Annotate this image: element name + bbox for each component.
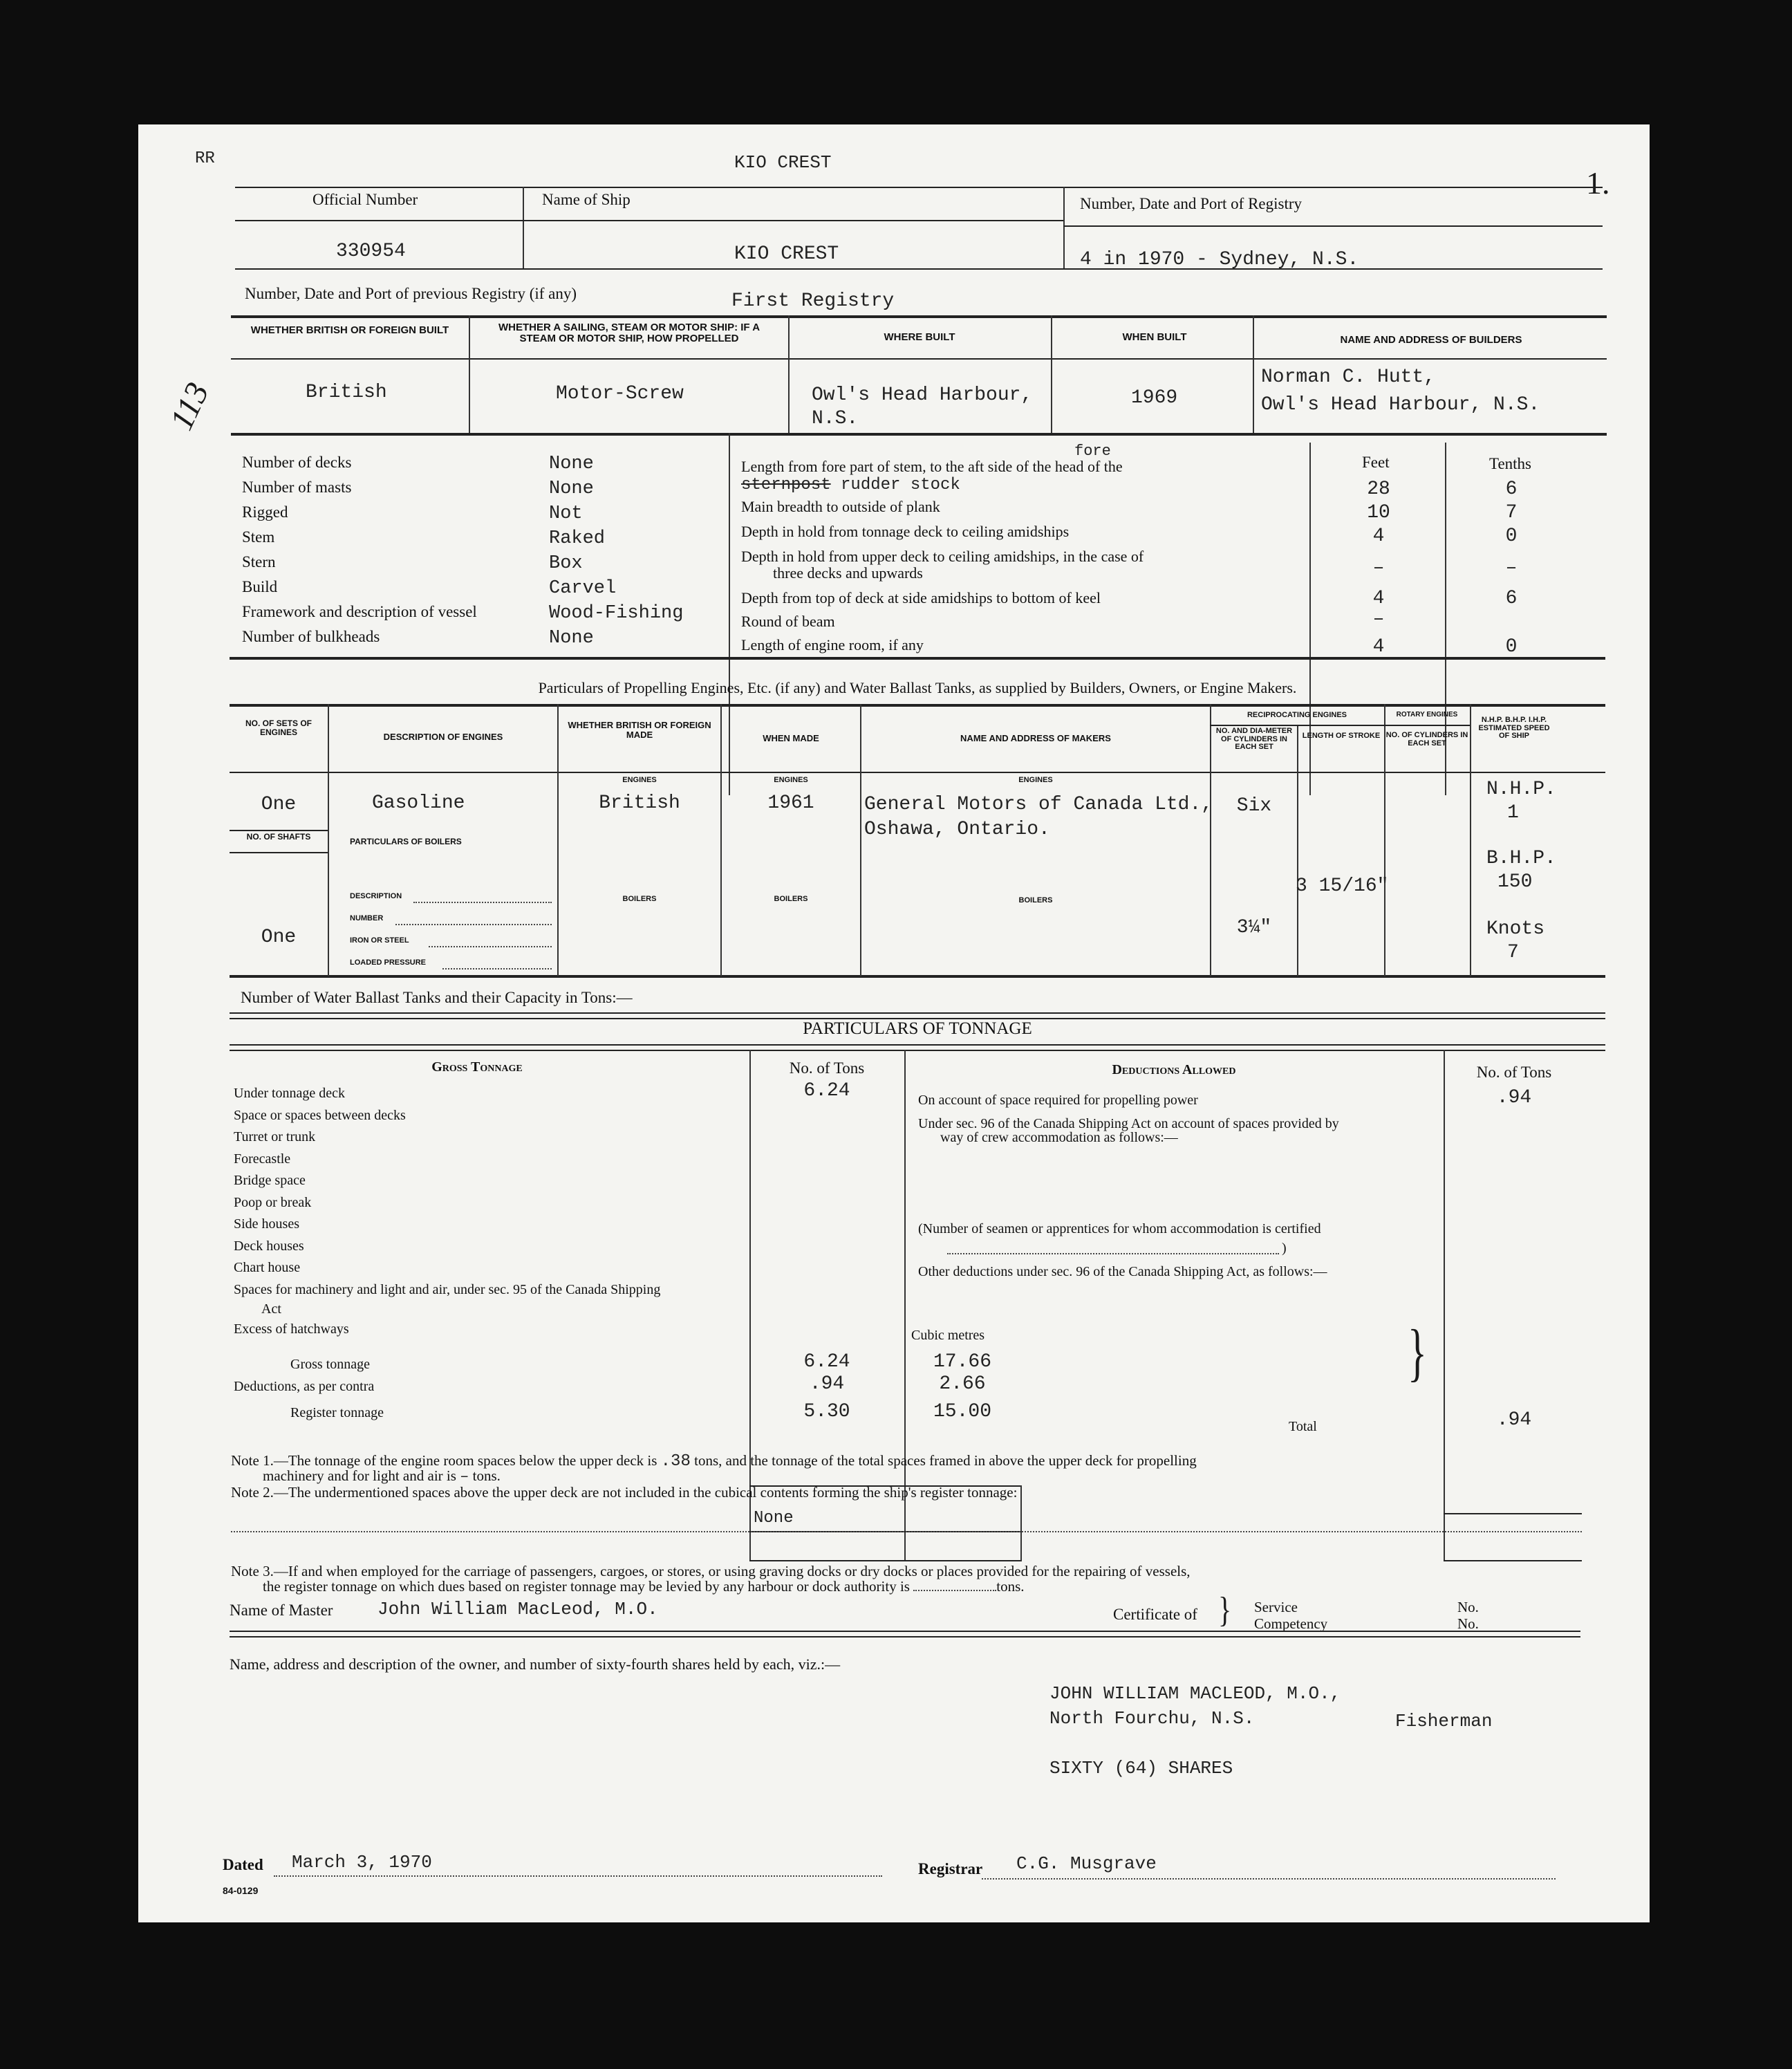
engine-cylinders: Six	[1236, 795, 1272, 817]
header-builders: NAME AND ADDRESS OF BUILDERS	[1340, 334, 1522, 346]
gross-item: Side houses	[234, 1216, 299, 1232]
owner-name: JOHN WILLIAM MACLEOD, M.O.,	[1049, 1683, 1341, 1704]
registrar-value: C.G. Musgrave	[1016, 1853, 1157, 1874]
under-deck-tons: 6.24	[803, 1080, 850, 1102]
particular-label: Framework and description of vessel	[242, 603, 477, 620]
rule	[1020, 1485, 1022, 1561]
header-british-made: WHETHER BRITISH OR FOREIGN MADE	[568, 720, 711, 741]
rule	[523, 187, 524, 270]
tons-header-2: No. of Tons	[1476, 1064, 1552, 1081]
header-when-built: WHEN BUILT	[1122, 331, 1187, 343]
gross-item: Chart house	[234, 1260, 301, 1275]
rule	[1210, 725, 1470, 726]
header-shafts: NO. OF SHAFTS	[246, 832, 311, 842]
previous-registry-label: Number, Date and Port of previous Registry (if any)	[245, 285, 577, 302]
propulsion: Motor-Screw	[556, 383, 684, 405]
deductions-cubic: 2.66	[939, 1373, 986, 1395]
knots-value: 7	[1507, 942, 1519, 963]
registry-port-label: Number, Date and Port of Registry	[1080, 195, 1303, 212]
ded-propelling-value: .94	[1496, 1087, 1532, 1108]
engine-diameter: 3¼"	[1236, 917, 1272, 938]
rule	[982, 1878, 1556, 1880]
engine-maker-2: Oshawa, Ontario.	[864, 819, 1050, 840]
engine-room-label: Length of engine room, if any	[741, 636, 924, 653]
rule	[1063, 187, 1065, 270]
tons-header: No. of Tons	[789, 1059, 865, 1077]
rudder-stock: rudder stock	[841, 476, 960, 494]
note1-c	[263, 1467, 501, 1485]
feet-value: –	[1372, 609, 1385, 630]
feet-value: –	[1372, 557, 1385, 579]
length-fore-correction: fore	[1074, 443, 1111, 460]
round-beam-label: Round of beam	[741, 613, 835, 630]
rule	[442, 968, 552, 969]
boiler-description: DESCRIPTION	[350, 892, 402, 900]
particular-label: Stern	[242, 553, 276, 570]
note3-a: Note 3.—If and when employed for the carriage of passengers, cargoes, or stores, or using graving docks or dry docks or places provided for the repairing of vessels,	[231, 1563, 1191, 1579]
header-desc: DESCRIPTION OF ENGINES	[383, 732, 503, 742]
engine-british: British	[599, 792, 680, 814]
rule	[231, 358, 1607, 360]
nhp-value: 1	[1507, 802, 1519, 824]
rule	[395, 924, 552, 925]
sub-boilers: BOILERS	[1018, 896, 1053, 904]
feet-value: 4	[1372, 588, 1385, 609]
rule	[1444, 1560, 1582, 1561]
particular-value: None	[549, 479, 594, 499]
tenths-value: 6	[1505, 588, 1518, 609]
where-built-2: N.S.	[812, 408, 859, 429]
sub-engines: ENGINES	[774, 776, 808, 784]
header-when-made: WHEN MADE	[763, 733, 819, 743]
owner-occupation: Fisherman	[1395, 1711, 1493, 1732]
rule	[720, 704, 722, 976]
ded-propelling-label: On account of space required for propelling power	[918, 1093, 1198, 1108]
header-makers: NAME AND ADDRESS OF MAKERS	[960, 733, 1111, 743]
tenths-value: 0	[1505, 636, 1518, 658]
master-label: Name of Master	[230, 1602, 333, 1619]
tonnage-title: PARTICULARS OF TONNAGE	[803, 1019, 1032, 1038]
rule	[947, 1253, 1279, 1254]
engine-desc: Gasoline	[372, 792, 465, 814]
rr-mark: RR	[195, 149, 215, 168]
header-sets: NO. OF SETS OF ENGINES	[245, 718, 312, 737]
rule	[749, 1560, 1020, 1561]
register-label: Register tonnage	[290, 1405, 384, 1420]
length-label-1: Length from fore part of stem, to the aft side of the head of the	[741, 458, 1123, 475]
bhp-value: 150	[1497, 871, 1533, 893]
rule	[230, 1044, 1605, 1046]
particular-value: Carvel	[549, 578, 617, 599]
gross-item: Excess of hatchways	[234, 1321, 349, 1337]
particulars-list	[242, 454, 719, 653]
rule	[413, 902, 552, 903]
struck-sternpost: sternpost	[741, 476, 831, 494]
rule	[860, 704, 861, 976]
gross-item: Bridge space	[234, 1173, 306, 1188]
register-cubic: 15.00	[933, 1401, 991, 1422]
rule	[231, 1531, 1582, 1532]
sub-engines: ENGINES	[1018, 776, 1053, 784]
ship-name: KIO CREST	[734, 243, 839, 265]
particular-label: Stem	[242, 528, 275, 546]
owner-shares: SIXTY (64) SHARES	[1049, 1758, 1233, 1779]
rule	[1444, 1513, 1582, 1514]
rule	[913, 1590, 996, 1591]
gross-item: Spaces for machinery and light and air, under sec. 95 of the Canada Shipping	[234, 1281, 661, 1297]
sub-engines: ENGINES	[622, 776, 657, 784]
page-mark: 1.	[1586, 165, 1610, 201]
cubic-label: Cubic metres	[911, 1328, 985, 1343]
total-value: .94	[1496, 1409, 1532, 1431]
ded-crew-2: way of crew accommodation as follows:—	[940, 1130, 1178, 1145]
total-label: Total	[1289, 1419, 1317, 1434]
note2: Note 2.—The undermentioned spaces above the upper deck are not included in the cubical contents forming the ship's register tonnage:	[231, 1484, 1018, 1501]
rule	[235, 220, 1063, 221]
header-where-built: WHERE BUILT	[884, 331, 955, 343]
rule	[230, 1636, 1580, 1637]
rule	[1470, 704, 1471, 976]
gross-items	[234, 1086, 745, 1343]
engine-maker-1: General Motors of Canada Ltd.,	[864, 794, 1213, 815]
tenths-header: Tenths	[1489, 455, 1531, 472]
deductions-tons: .94	[809, 1373, 845, 1395]
note1-c-text: machinery and for light and air is	[263, 1467, 456, 1484]
gross-item: Poop or break	[234, 1194, 312, 1210]
ded-seamen: (Number of seamen or apprentices for whom accommodation is certified	[918, 1221, 1321, 1236]
previous-registry: First Registry	[731, 290, 895, 312]
rule	[231, 433, 1607, 436]
feet-value: 10	[1367, 502, 1390, 523]
registry-port: 4 in 1970 - Sydney, N.S.	[1080, 249, 1359, 270]
gross-item: Space or spaces between decks	[234, 1107, 406, 1123]
owner-label: Name, address and description of the owner, and number of sixty-fourth shares held by each, viz.:—	[230, 1655, 841, 1673]
rule	[1309, 443, 1311, 795]
tenths-value: –	[1505, 557, 1518, 579]
engine-shafts: One	[261, 927, 297, 948]
rule	[557, 704, 559, 976]
length-label-2	[741, 476, 960, 494]
header-propelled: WHETHER A SAILING, STEAM OR MOTOR SHIP: IF A STEAM OR MOTOR SHIP, HOW PROPELLED	[498, 322, 760, 344]
header-stroke: LENGTH OF STROKE	[1302, 732, 1381, 740]
note1-dash: –	[460, 1468, 469, 1485]
breadth-label: Main breadth to outside of plank	[741, 498, 940, 515]
depth-upper-label-1: Depth in hold from upper deck to ceiling amidships, in the case of	[741, 548, 1144, 565]
rule	[328, 704, 329, 976]
rule	[1051, 315, 1052, 433]
header-recip: RECIPROCATING ENGINES	[1247, 711, 1347, 719]
feet-header: Feet	[1362, 454, 1390, 471]
gross-header: Gross Tonnage	[431, 1059, 523, 1075]
register-form	[138, 124, 1650, 1922]
sub-boilers: BOILERS	[774, 895, 808, 903]
gross-item: Deck houses	[234, 1238, 304, 1254]
particular-value: None	[549, 628, 594, 649]
competency-no: No.	[1457, 1615, 1479, 1632]
rule	[235, 187, 1603, 188]
feet-value: 4	[1372, 636, 1385, 658]
ship-title: KIO CREST	[734, 152, 832, 173]
sub-boilers: BOILERS	[622, 895, 657, 903]
competency-label: Competency	[1254, 1615, 1328, 1632]
rule	[1063, 225, 1603, 227]
when-built: 1969	[1131, 387, 1178, 409]
service-label: Service	[1254, 1599, 1298, 1615]
tenths-value: 7	[1505, 502, 1518, 523]
rule	[230, 830, 328, 831]
note1-d: tons.	[472, 1467, 501, 1484]
particular-row	[242, 603, 719, 628]
rule	[429, 946, 552, 947]
gross-tons: 6.24	[803, 1351, 850, 1373]
builder-1: Norman C. Hutt,	[1261, 367, 1436, 388]
header-cylinders: NO. AND DIA-METER OF CYLINDERS IN EACH SET	[1215, 727, 1293, 752]
knots-label: Knots	[1486, 918, 1545, 940]
particular-row	[242, 503, 719, 528]
engine-sets: One	[261, 794, 297, 815]
margin-note: 113	[162, 377, 216, 436]
particular-label: Number of masts	[242, 479, 352, 496]
particular-value: Not	[549, 503, 583, 524]
rule	[230, 1631, 1580, 1632]
particular-label: Number of decks	[242, 454, 352, 471]
bhp-label: B.H.P.	[1486, 848, 1556, 869]
header-power: N.H.P. B.H.P. I.H.P. ESTIMATED SPEED OF SHIP	[1478, 716, 1550, 741]
rule	[230, 657, 1605, 660]
rule	[1297, 726, 1298, 976]
rule	[231, 315, 1607, 318]
british-built: British	[306, 382, 387, 403]
registrar-label: Registrar	[918, 1860, 983, 1877]
depth-hold-label: Depth in hold from tonnage deck to ceiling amidships	[741, 523, 1070, 540]
boiler-pressure: LOADED PRESSURE	[350, 958, 427, 967]
rule	[469, 315, 470, 433]
tenths-value: 6	[1505, 479, 1518, 500]
feet-value: 28	[1367, 479, 1390, 500]
particular-row	[242, 454, 719, 479]
header-boilers: PARTICULARS OF BOILERS	[350, 837, 462, 846]
engine-stroke: 3 15/16"	[1296, 875, 1389, 897]
particular-value: Box	[549, 553, 583, 574]
particular-row	[242, 628, 719, 653]
rule	[1253, 315, 1254, 433]
form-number: 84-0129	[223, 1885, 259, 1896]
particular-row	[242, 528, 719, 553]
rule	[235, 268, 1603, 270]
header-british-built: WHETHER BRITISH OR FOREIGN BUILT	[250, 324, 449, 336]
official-number: 330954	[336, 241, 406, 262]
dated-label: Dated	[223, 1856, 263, 1873]
nhp-label: N.H.P.	[1486, 779, 1556, 800]
feet-value: 4	[1372, 526, 1385, 547]
master-name: John William MacLeod, M.O.	[377, 1599, 658, 1620]
brace: }	[1408, 1316, 1427, 1389]
depth-upper-label-2: three decks and upwards	[773, 564, 923, 582]
note3-b	[263, 1578, 1025, 1595]
rule	[274, 1875, 882, 1877]
boiler-iron-steel: IRON OR STEEL	[350, 936, 409, 945]
ded-crew-1: Under sec. 96 of the Canada Shipping Act on account of spaces provided by	[918, 1116, 1339, 1131]
gross-item: Turret or trunk	[234, 1129, 316, 1144]
builder-2: Owl's Head Harbour, N.S.	[1261, 394, 1540, 416]
gross-item: Under tonnage deck	[234, 1086, 346, 1101]
particular-label: Number of bulkheads	[242, 628, 380, 645]
where-built-1: Owl's Head Harbour,	[812, 384, 1033, 406]
ded-other: Other deductions under sec. 96 of the Canada Shipping Act, as follows:—	[918, 1264, 1327, 1279]
header-rotary: ROTARY ENGINES	[1396, 711, 1458, 718]
depth-keel-label: Depth from top of deck at side amidships to bottom of keel	[741, 589, 1101, 606]
particular-value: None	[549, 454, 594, 474]
gross-cubic: 17.66	[933, 1351, 991, 1373]
rule	[230, 1050, 1605, 1051]
note3-b-text: the register tonnage on which dues based on register tonnage may be levied by any harbour or dock authority is	[263, 1578, 910, 1595]
owner-address: North Fourchu, N.S.	[1049, 1708, 1255, 1729]
note2-value: None	[754, 1509, 794, 1528]
rule	[230, 704, 1605, 707]
rule	[1444, 1050, 1445, 1561]
rule	[230, 852, 328, 853]
dated-value: March 3, 1970	[292, 1852, 432, 1873]
particular-row	[242, 578, 719, 603]
official-number-label: Official Number	[312, 191, 418, 208]
rule	[230, 772, 1605, 773]
ballast-label: Number of Water Ballast Tanks and their Capacity in Tons:—	[241, 989, 633, 1006]
cert-brace: }	[1218, 1589, 1232, 1630]
particular-row	[242, 479, 719, 503]
header-rotary-cyl: NO. OF CYLINDERS IN EACH SET	[1385, 731, 1468, 748]
engine-when: 1961	[767, 792, 814, 814]
note3-c: tons.	[996, 1578, 1025, 1595]
rule	[230, 975, 1605, 978]
boiler-number: NUMBER	[350, 914, 384, 922]
rule	[788, 315, 790, 433]
rule	[230, 1012, 1605, 1014]
note1-prefix: Note 1.—The tonnage of the engine room spaces below the upper deck is	[231, 1452, 657, 1469]
particular-value: Wood-Fishing	[549, 603, 684, 624]
ded-seamen-close: )	[1282, 1241, 1287, 1256]
gross-item: Forecastle	[234, 1151, 291, 1167]
particular-label: Rigged	[242, 503, 288, 521]
register-tons: 5.30	[803, 1401, 850, 1422]
note1-value: .38	[660, 1452, 691, 1471]
engines-title: Particulars of Propelling Engines, Etc. (if any) and Water Ballast Tanks, as supplied by Builders, Owners, or Engine Makers.	[538, 679, 1297, 696]
gross-label: Gross tonnage	[290, 1357, 370, 1372]
certificate-label: Certificate of	[1113, 1606, 1197, 1623]
service-no: No.	[1457, 1599, 1479, 1615]
particular-value: Raked	[549, 528, 606, 549]
gross-item: Act	[261, 1301, 281, 1317]
ship-name-label: Name of Ship	[542, 191, 631, 208]
deductions-header: Deductions Allowed	[1112, 1062, 1236, 1077]
note1-b: tons, and the tonnage of the total spaces framed in above the upper deck for propelling	[694, 1452, 1197, 1469]
deductions-label: Deductions, as per contra	[234, 1379, 375, 1394]
tenths-value: 0	[1505, 526, 1518, 547]
particular-label: Build	[242, 578, 278, 595]
particular-row	[242, 553, 719, 578]
